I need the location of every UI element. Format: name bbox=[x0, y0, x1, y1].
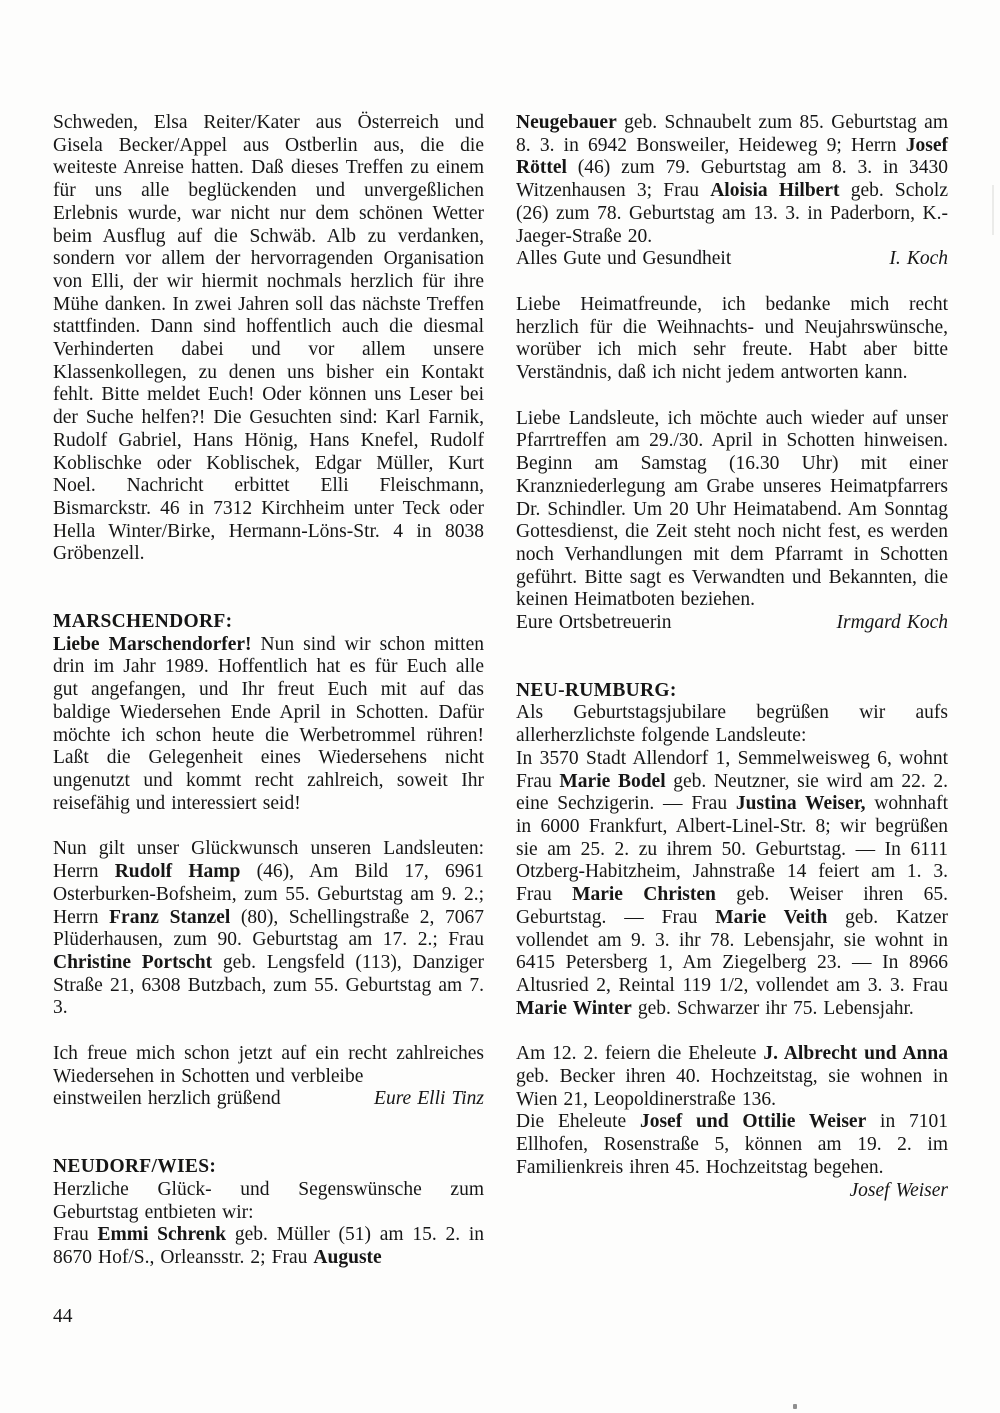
bold-name: Josef und Ottilie Weiser bbox=[639, 1111, 867, 1133]
text-run: Frau bbox=[53, 1224, 98, 1246]
text-run: geb. Müller (51) am 15. 2. in 8670 Hof/S., Orleansstr. 2; Frau bbox=[53, 1224, 484, 1268]
text-run: Als Geburtstagsjubilare begrüßen wir aufs allerherzlichste folgende Landsleute: bbox=[516, 702, 948, 747]
text-run: geb. Katzer vollendet am 9. 3. ihr 78. Lebensjahr, sie wohnt in 6415 Petersberg 1, Am Ziegelberg 23. — In 8966 Altusried 2, Reintal 119 1/2, vollendet am 3. 3. Frau bbox=[516, 906, 948, 996]
bold-name: Marie Winter bbox=[516, 997, 632, 1019]
signature-line bbox=[516, 612, 948, 635]
text-run: geb. Scholz (26) zum 78. Geburtstag am 13. 3. in Paderborn, K.-Jaeger-Straße 20. bbox=[516, 180, 948, 247]
paragraph bbox=[53, 1043, 484, 1088]
paragraph bbox=[53, 1179, 484, 1224]
paragraph bbox=[516, 408, 948, 612]
section-heading: MARSCHENDORF: bbox=[53, 611, 233, 633]
text-run: Nun gilt unser Glückwunsch unseren Landsleuten: Herrn bbox=[53, 838, 484, 883]
section-heading: NEUDORF/WIES: bbox=[53, 1156, 217, 1178]
signature-name: Eure Elli Tinz bbox=[374, 1088, 484, 1110]
section-heading: NEU-RUMBURG: bbox=[516, 679, 677, 701]
scan-artifact-speck bbox=[793, 1404, 797, 1409]
bold-name: Justina Weiser, bbox=[735, 793, 866, 815]
signature-name: I. Koch bbox=[889, 248, 948, 270]
signature-line bbox=[53, 1088, 484, 1111]
text-run: Liebe Heimatfreunde, ich bedanke mich recht herzlich für die Weihnachts- und Neujahrswünsche, worüber ich mich sehr freute. Habt aber bitte Verständnis, daß ich nicht jedem antworten kann. bbox=[516, 293, 948, 384]
signature-line bbox=[516, 248, 948, 271]
paragraph bbox=[53, 1224, 484, 1269]
text-run: Nun sind wir schon mitten drin im Jahr 1989. Hoffentlich hat es für Euch alle gut angefangen, und Ihr freut Euch mit auf das baldige Wiedersehen Ende April in Schotten. Dafür möchte ich schon heute die Werbetrommel rühren! Laßt die Gelegenheit eines Wiedersehens nicht ungenutzt und kommt recht zahlreich, soweit Ihr reisefähig und interessiert seid! bbox=[53, 633, 484, 814]
text-run: (80), Schellingstraße 2, 7067 Plüderhausen, zum 90. Geburtstag am 17. 2.; Frau bbox=[53, 906, 485, 951]
text-run: In 3570 Stadt Allendorf 1, Semmelweisweg 6, wohnt Frau bbox=[516, 747, 948, 792]
signature-lead: einstweilen herzlich grüßend bbox=[53, 1088, 281, 1110]
text-run: (46), Am Bild 17, 6961 Osterburken-Bofsheim, zum 55. Geburtstag am 9. 2.; Herrn bbox=[53, 861, 484, 928]
text-run: Herzliche Glück- und Segenswünsche zum Geburtstag entbieten wir: bbox=[53, 1178, 484, 1223]
paragraph bbox=[53, 838, 484, 1020]
bold-name: Marie Christen bbox=[572, 884, 716, 906]
bold-name: J. Albrecht und Anna bbox=[763, 1043, 948, 1065]
text-run: Ich freue mich schon jetzt auf ein recht zahlreiches Wiedersehen in Schotten und verbleibe bbox=[53, 1043, 484, 1087]
paragraph bbox=[516, 1111, 948, 1179]
column-left bbox=[53, 112, 484, 1270]
bold-name: Josef Röttel bbox=[516, 134, 948, 179]
paragraph bbox=[53, 634, 484, 816]
text-run: geb. Schwarzer ihr 75. Lebensjahr. bbox=[631, 997, 914, 1019]
text-run: Schweden, Elsa Reiter/Kater aus Österreich und Gisela Becker/Appel aus Ostberlin aus, die die weiteste Anreise hatten. Daß dieses Treffen zu einem für uns alle beglückenden und unvergeßlichen Erlebnis wurde, war nicht nur dem schönen Wetter beim Ausflug auf die Schwäb. Alb zu verdanken, sondern vor allem der hervorragenden Organisation von Elli, der wir hiermit nochmals herzlich für ihre Mühe danken. In zwei Jahren soll das nächste Treffen stattfinden. Dann sind hoffentlich auch die diesmal Verhinderten dabei und vor allem unsere Klassenkollegen, zu denen uns bisher ein Kontakt fehlt. Bitte meldet Euch! Oder können uns Leser bei der Suche helfen?! Die Gesuchten sind: Karl Farnik, Rudolf Gabriel, Hans Hönig, Hans Knefel, Rudolf Koblischke oder Koblischek, Edgar Müller, Kurt Noel. Nachricht erbittet Elli Fleischmann, Bismarckstr. 46 in 7312 Kirchheim unter Teck oder Hella Winter/Birke, Hermann-Löns-Str. 4 in 8038 Gröbenzell. bbox=[53, 112, 484, 565]
page-number: 44 bbox=[53, 1306, 73, 1327]
scan-artifact-dash bbox=[992, 185, 994, 235]
text-run: geb. Lengsfeld (113), Danziger Straße 21, 6308 Butzbach, zum 55. Geburtstag am 7. 3. bbox=[53, 951, 485, 1019]
text-run: geb. Neutzner, sie wird am 22. 2. eine Sechzigerin. — Frau bbox=[516, 770, 948, 815]
bold-name: Emmi Schrenk bbox=[97, 1224, 227, 1246]
text-run: geb. Weiser ihren 65. Geburtstag. — Frau bbox=[516, 884, 948, 928]
paragraph bbox=[516, 748, 948, 1020]
paragraph bbox=[516, 702, 948, 747]
bold-name: Christine Portscht bbox=[53, 951, 213, 973]
bold-name: Aloisia Hilbert bbox=[710, 180, 840, 202]
bold-name: Marie Bodel bbox=[559, 770, 666, 792]
paragraph bbox=[516, 112, 948, 248]
paragraph bbox=[516, 294, 948, 385]
signature-lead: Eure Ortsbetreuerin bbox=[516, 612, 672, 634]
column-right bbox=[516, 112, 948, 1202]
text-run: (46) zum 79. Geburtstag am 8. 3. in 3430 Witzenhausen 3; Frau bbox=[516, 157, 948, 202]
bold-name: Neugebauer bbox=[516, 112, 617, 133]
text-run: geb. Becker ihren 40. Hochzeitstag, sie wohnen in Wien 21, Leopoldinerstraße 136. bbox=[516, 1066, 948, 1110]
text-run: Liebe Landsleute, ich möchte auch wieder auf unser Pfarrtreffen am 29./30. April in Schotten hinweisen. Beginn am Samstag (16.30 Uhr) mit einer Kranzniederlegung am Grabe unseres Heimatpfarrers Dr. Schindler. Um 20 Uhr Heimatabend. Am Sonntag Gottesdienst, die Zeit steht noch nicht fest, es werden noch Verhandlungen mit dem Pfarramt in Schotten geführt. Bitte sagt es Verwandten und Bekannten, die keinen Heimatboten beziehen. bbox=[516, 407, 948, 611]
signature-name: Josef Weiser bbox=[849, 1179, 948, 1201]
paragraph bbox=[53, 112, 484, 566]
text-run: in 7101 Ellhofen, Rosenstraße 5, können am 19. 2. im Familienkreis ihren 45. Hochzeitstag begehen. bbox=[516, 1111, 948, 1178]
text-run: Die Eheleute bbox=[516, 1111, 640, 1133]
text-run: wohnhaft in 6000 Frankfurt, Albert-Linel-Str. 8; wir begrüßen sie am 25. 2. zu ihrem 50. Geburtstag. — In 6111 Otzberg-Habitzheim, Jahnstraße 14 feiert am 1. 3. Frau bbox=[516, 793, 948, 906]
bold-name: Auguste bbox=[313, 1246, 382, 1268]
signature-lead: Alles Gute und Gesundheit bbox=[516, 248, 732, 270]
bold-name: Franz Stanzel bbox=[109, 906, 231, 928]
paragraph bbox=[516, 1043, 948, 1111]
text-run: Am 12. 2. feiern die Eheleute bbox=[516, 1043, 764, 1065]
bold-name: Marie Veith bbox=[715, 906, 828, 928]
signature-name: Irmgard Koch bbox=[836, 612, 948, 634]
bold-name: Liebe Marschendorfer! bbox=[53, 633, 252, 655]
bold-name: Rudolf Hamp bbox=[114, 861, 241, 883]
text-run: geb. Schnaubelt zum 85. Geburtstag am 8. 3. in 6942 Bonsweiler, Heideweg 9; Herrn bbox=[516, 112, 948, 156]
